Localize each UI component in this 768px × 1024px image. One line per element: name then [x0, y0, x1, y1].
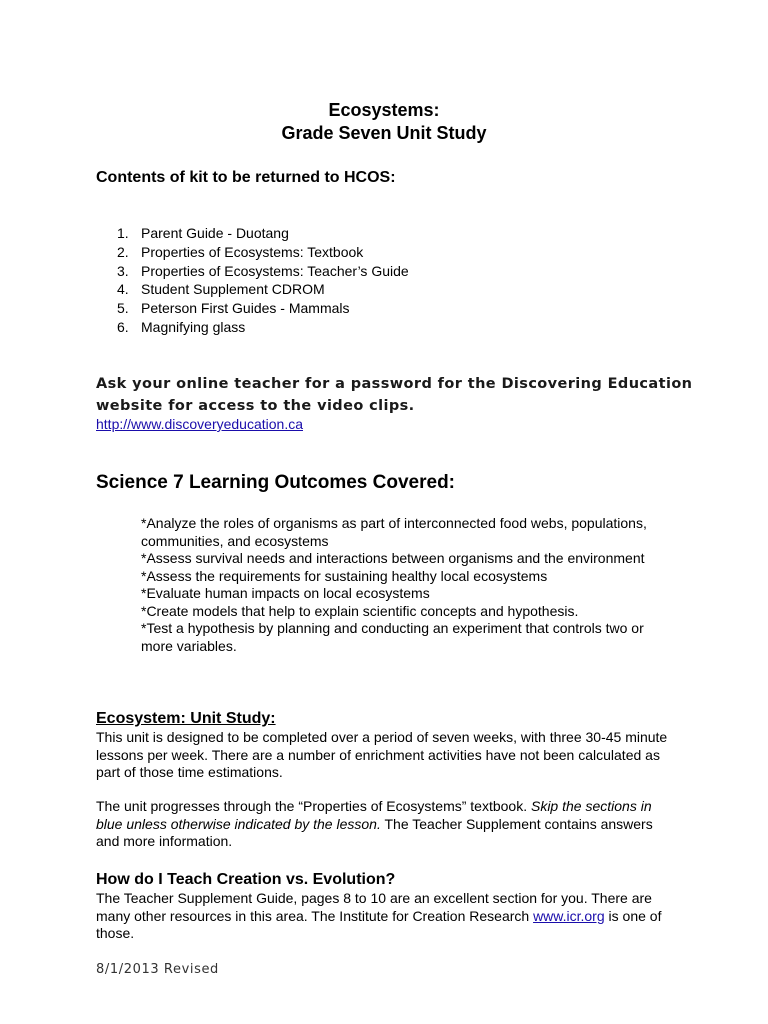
list-item-text: Parent Guide - Duotang [141, 225, 289, 241]
learning-outcomes-heading: Science 7 Learning Outcomes Covered: [96, 472, 456, 493]
list-item-number: 6. [117, 318, 129, 335]
textbook-paragraph [96, 798, 676, 851]
list-item-text: Magnifying glass [141, 318, 246, 335]
icr-link[interactable]: www.icr.org [533, 907, 605, 924]
list-item [117, 280, 409, 299]
list-item-number: 5. [117, 300, 129, 317]
document-title-line1: Ecosystems: [328, 100, 440, 120]
list-item-text: Properties of Ecosystems: Textbook [141, 243, 364, 260]
list-item [117, 262, 409, 281]
creation-evolution-heading: How do I Teach Creation vs. Evolution? [96, 871, 396, 888]
kit-contents-list [117, 224, 409, 337]
discovery-education-link[interactable]: http://www.discoveryeducation.ca [96, 416, 303, 432]
outcome-item: *Test a hypothesis by planning and conducting an experiment that controls two or more variables. [141, 620, 644, 654]
list-item [117, 224, 409, 243]
outcome-item: *Evaluate human impacts on local ecosystems [141, 585, 430, 601]
password-instructions: Ask your online teacher for a password for the Discovering Education website for access to the video clips. [96, 376, 693, 414]
textbook-paragraph-start: The unit progresses through the “Properties of Ecosystems” textbook. [96, 798, 531, 814]
list-item-text: Properties of Ecosystems: Teacher’s Guide [141, 262, 409, 279]
document-title-line2: Grade Seven Unit Study [281, 123, 487, 143]
list-item-number: 3. [117, 262, 129, 279]
unit-study-heading: Ecosystem: Unit Study: [96, 710, 276, 727]
list-item-text: Student Supplement CDROM [141, 281, 325, 298]
outcome-item: *Assess the requirements for sustaining healthy local ecosystems [141, 567, 548, 584]
textbook-paragraph-end: The Teacher Supplement contains answers and more information. [96, 815, 653, 849]
creation-paragraph-end: is one of those. [96, 907, 662, 941]
list-item [117, 318, 409, 337]
textbook-paragraph-italic: Skip the sections in blue unless otherwise indicated by the lesson. [96, 798, 652, 832]
revision-date: 8/1/2013 Revised [96, 962, 219, 977]
list-item-number: 2. [117, 243, 129, 260]
learning-outcomes-list [141, 515, 671, 655]
list-item-text: Peterson First Guides - Mammals [141, 300, 350, 317]
outcome-item: *Assess survival needs and interactions between organisms and the environment [141, 550, 645, 566]
list-item-number: 1. [117, 225, 129, 241]
outcome-item: *Analyze the roles of organisms as part of interconnected food webs, populations, communities, and ecosystems [141, 515, 647, 549]
creation-evolution-paragraph [96, 890, 676, 943]
list-item-number: 4. [117, 281, 129, 298]
list-item [117, 243, 409, 262]
creation-paragraph-start: The Teacher Supplement Guide, pages 8 to 10 are an excellent section for you. There are many other resources in this area. The Institute for Creation Research [96, 890, 652, 924]
unit-study-paragraph: This unit is designed to be completed over a period of seven weeks, with three 30-45 minute lessons per week. There are a number of enrichment activities have not been calculated as part of those time estimations. [96, 729, 668, 780]
outcome-item: *Create models that help to explain scientific concepts and hypothesis. [141, 602, 579, 619]
list-item [117, 299, 409, 318]
kit-contents-heading: Contents of kit to be returned to HCOS: [96, 169, 396, 186]
